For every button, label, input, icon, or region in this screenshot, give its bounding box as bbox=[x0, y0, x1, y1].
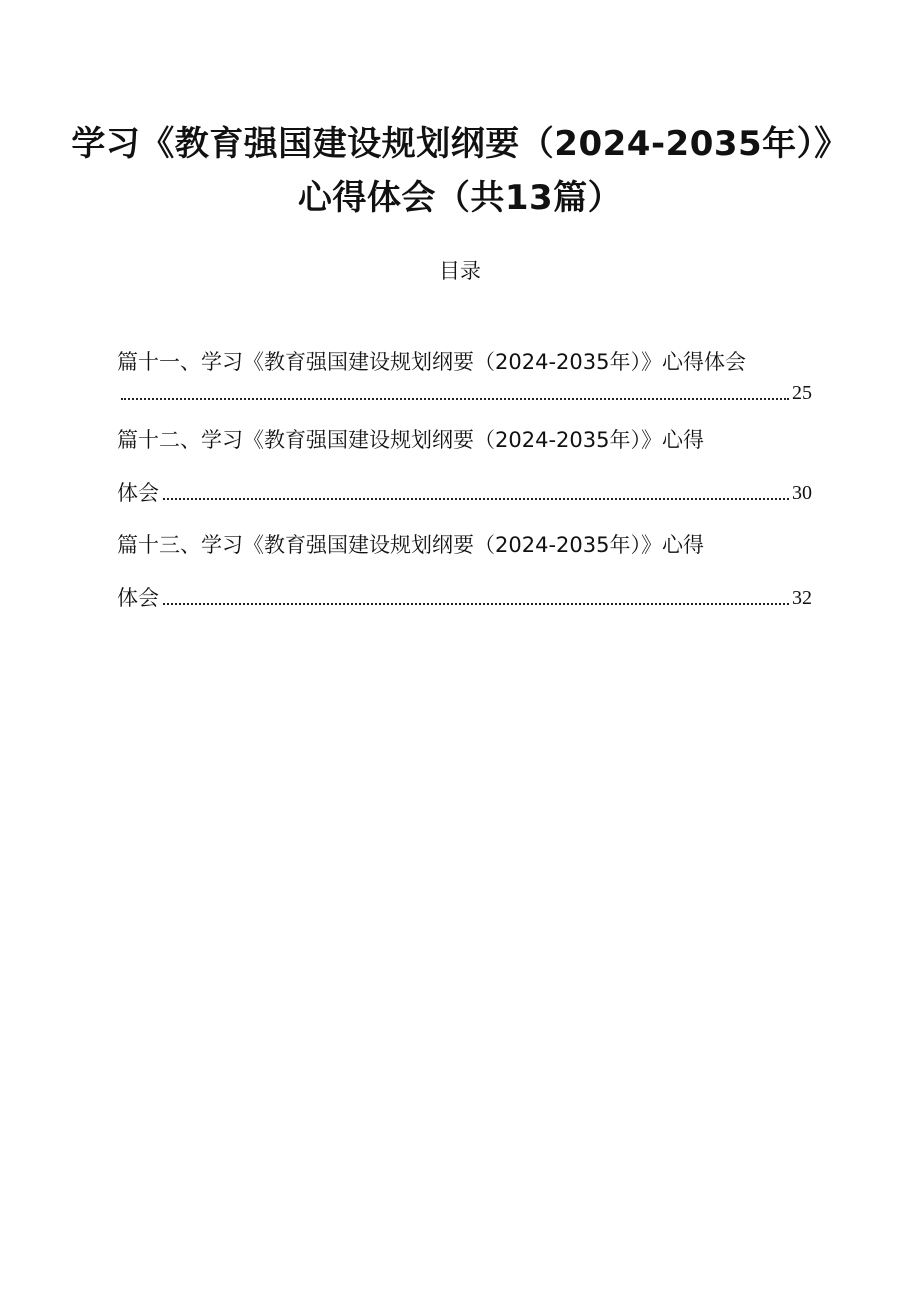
toc-entry-13-dot-leader bbox=[163, 602, 789, 605]
toc-entry-12-dot-leader bbox=[163, 497, 789, 500]
toc-entry-11-leader[interactable] bbox=[117, 379, 812, 407]
toc-entry-11-dot-leader bbox=[121, 397, 789, 400]
toc-entry-12-page-number: 30 bbox=[792, 482, 812, 504]
toc-entry-13-continuation: 体会 bbox=[117, 586, 159, 610]
toc-entry-13-leader[interactable] bbox=[117, 584, 812, 612]
toc-entry-11-title[interactable]: 篇十一、学习《教育强国建设规划纲要（2024-2035年）》心得体会 bbox=[117, 350, 746, 374]
toc-entry-13-title[interactable]: 篇十三、学习《教育强国建设规划纲要（2024-2035年）》心得 bbox=[117, 533, 704, 557]
toc-entry-11-page-number: 25 bbox=[792, 382, 812, 404]
toc-entry-12-continuation: 体会 bbox=[117, 481, 159, 505]
toc-entry-12-title[interactable]: 篇十二、学习《教育强国建设规划纲要（2024-2035年）》心得 bbox=[117, 428, 704, 452]
toc-entry-13-page-number: 32 bbox=[792, 587, 812, 609]
toc-entry-12-leader[interactable] bbox=[117, 479, 812, 507]
document-title-line-2: 心得体会（共13篇） bbox=[297, 178, 623, 218]
toc-heading: 目录 bbox=[439, 259, 481, 283]
document-title-line-1: 学习《教育强国建设规划纲要（2024-2035年）》 bbox=[71, 124, 849, 164]
